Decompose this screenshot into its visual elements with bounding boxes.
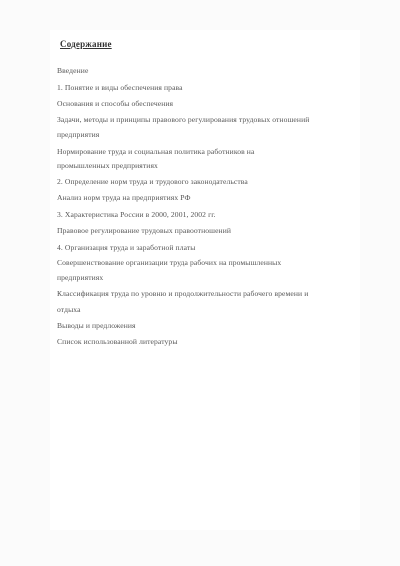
toc-line: Введение — [57, 66, 89, 75]
toc-line: 1. Понятие и виды обеспечения права — [57, 83, 183, 92]
toc-line: Нормирование труда и социальная политика работников на — [57, 147, 255, 156]
toc-line: промышленных предприятиях — [57, 161, 158, 170]
toc-line: Правовое регулирование трудовых правоотношений — [57, 226, 232, 235]
toc-line: отдыха — [57, 305, 81, 314]
toc-line: предприятиях — [57, 273, 104, 282]
toc-line: Выводы и предложения — [57, 321, 136, 330]
toc-line: 4. Организация труда и заработной платы — [57, 243, 196, 252]
document-title: Содержание — [60, 39, 112, 49]
toc-line: Список использованной литературы — [57, 337, 178, 346]
toc-line: 2. Определение норм труда и трудового законодательства — [57, 177, 248, 186]
toc-line: 3. Характеристика России в 2000, 2001, 2002 гг. — [57, 210, 216, 219]
toc-line: Задачи, методы и принципы правового регулирования трудовых отношений — [57, 115, 310, 124]
toc-line: Классификация труда по уровню и продолжительности рабочего времени и — [57, 289, 309, 298]
toc-line: Основания и способы обеспечения — [57, 99, 174, 108]
toc-line: Анализ норм труда на предприятиях РФ — [57, 193, 191, 202]
toc-line: Совершенствование организации труда рабочих на промышленных — [57, 258, 282, 267]
toc-line: предприятия — [57, 130, 100, 139]
